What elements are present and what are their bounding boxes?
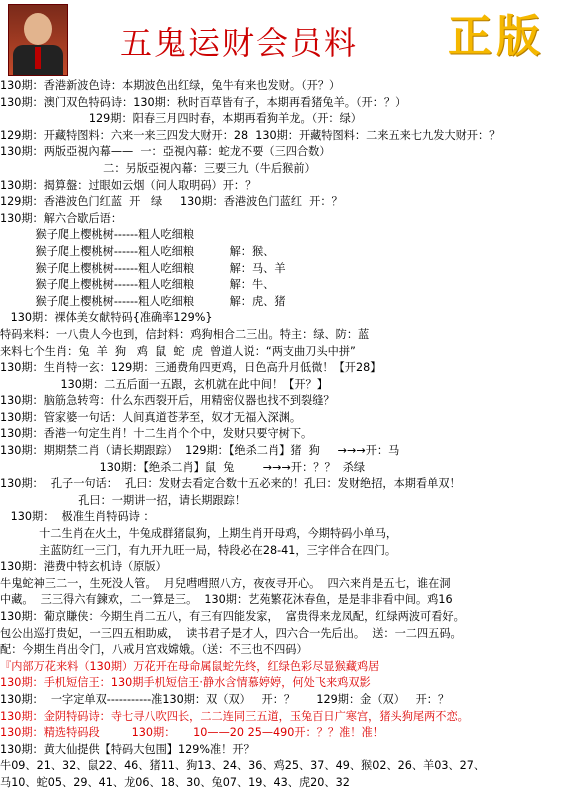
content-line: 130期：揭算盤：过眼如云烟（问人取明码）开：？: [0, 178, 257, 192]
content-line: 130期：二五后面一五跟，玄机就在此中间！【开？】: [0, 377, 328, 391]
content-line: 130期：香港新波色诗：本期波色出红绿，兔牛有来也发财。（开？）: [0, 79, 341, 92]
content-line: 130期： 孔子一句话： 孔曰：发财去看定合数十五必来的！孔曰：发财绝招，本期看单双！: [0, 477, 461, 491]
portrait-tie: [35, 47, 41, 69]
content-line: 130期：期期禁二肖（请长期跟踪） 129期：【绝杀二肖】猪 狗 →→→开：马: [0, 444, 400, 458]
content-line: 130期：手机短信王：130期手机短信王·静水含情慕婷婷，何处飞来鸡双影: [0, 676, 371, 690]
content-line: 牛09、21、32、鼠22、46、猪11、狗13、24、36、鸡25、37、49、猴02、26、羊03、27、: [0, 759, 486, 773]
genuine-stamp: 正版: [448, 11, 544, 62]
content-line: 猴子爬上樱桃树------粗人吃细粮 解：虎、猪: [0, 294, 286, 308]
content-line: 130期：管家婆一句话：人间真道苍茅至，奴才无福入深渊。: [0, 410, 302, 424]
page-title: 五鬼运财会员料: [120, 24, 359, 62]
content-line: 130期：葡京賺侠：今期生肖二五八，有三有四能发家， 富贵得来龙凤配，红绿两波可看好。: [0, 610, 465, 623]
header: [0, 0, 584, 76]
content-line: 猴子爬上樱桃树------粗人吃细粮 解：马、羊: [0, 261, 286, 275]
content-line: 130期：两版亞視內幕—— 一：亞視內幕：蛇龙不要（三四合数）: [0, 145, 331, 159]
content-line: 二：另版亞視內幕：三要三九（牛后猴前）: [0, 161, 316, 175]
content-lines: [0, 78, 584, 792]
content-line: 129期：开藏特图料：六来一来三四发大财开：28 130期：开藏特图料：二来五来七九发大财开：？: [0, 128, 501, 142]
content-line: 马10、蛇05、29、41、龙06、18、30、兔07、19、43、虎20、32: [0, 775, 350, 789]
content-line: 130期： 极准生肖特码诗 ：: [0, 510, 155, 524]
content-line: 130期：脑筋急转弯：什么东西裂开后，用精密仪器也找不到裂缝？: [0, 394, 335, 408]
content-line: 129期：香港波色门红蓝 开 绿 130期：香港波色门蓝红 开：？: [0, 195, 343, 209]
content-line: 包公出巡打贵妃，一三四五相助威， 读书君子是才人，四六合一先后出。 送：一二四五码。: [0, 626, 462, 640]
content-line: 130期：【绝杀二肖】鼠 兔 →→→开：？？ 杀绿: [0, 460, 366, 474]
content-line: 130期：生肖特一玄：129期：三通费角四更鸡，日色高升月低微！【开28】: [0, 361, 382, 375]
content-line: 牛鬼蛇神三二一，生死没人管。 月兒嘒嘒照八方，夜夜寻开心。 四六来肖是五七，谁在洞: [0, 576, 451, 590]
content-line: 130期： 一字定单双-----------准130期：双（双） 开：？ 129期：金（双） 开：？: [0, 692, 450, 706]
content-line: 十二生肖在火土，牛兔成群猪鼠狗，上期生肖开母鸡，今期特码小单马，: [0, 527, 398, 541]
content-line: 中藏。 三三得六有鍊欢，二一算是三。 130期：艺苑繁花沐春鱼，是是非非看中间。鸡16: [0, 593, 453, 607]
content-line: 特码来料：一八贵人今也到，信封料：鸡狗相合二三出。特主：绿、防：蓝: [0, 327, 370, 341]
content-line: 猴子爬上樱桃树------粗人吃细粮 解：牛、: [0, 278, 275, 292]
content-line: 来料七个生肖：兔 羊 狗 鸡 鼠 蛇 虎 曾道人说：“两支曲刀头中拼”: [0, 344, 356, 358]
content-line: 130期：港费中特玄机诗（原版）: [0, 560, 167, 574]
portrait-photo: [8, 4, 68, 76]
content-line: 130期：黄大仙提供【特码大包围】129%准！开？: [0, 742, 255, 756]
content-line: 配：今期生肖出令门，八戒月宫戏嫦娥。（送：不三也不四码）: [0, 643, 308, 657]
portrait-face: [24, 13, 52, 45]
content-line: 130期：香港一句定生肖！十二生肖个个中，发财只要守树下。: [0, 427, 313, 441]
content-line: 130期：澳门双色特码诗：130期：秋时百草皆有子，本期再看猪兔羊。（开：？）: [0, 95, 407, 109]
content-line: 猴子爬上樱桃树------粗人吃细粮: [0, 228, 195, 242]
content-line: 130期：精选特码段 130期： 10——20 25—490开：？？准！准！: [0, 726, 384, 740]
content-line: 130期：裸体美女献特码{准确率129%}: [0, 311, 213, 325]
content-line: 主蓝防红一三门，有九开九旺一局，特段必在28-41，三字伴合在四门。: [0, 543, 397, 557]
content-line: 孔曰：一期讲一招，请长期跟踪！: [0, 493, 247, 507]
content-line: 130期：解六合歇后语：: [0, 211, 123, 225]
content-line: 『内部万花来料（130期）万花开在母命属鼠蛇先终，红绿色彩尽显猴藏鸡居: [0, 659, 380, 673]
content-line: 猴子爬上樱桃树------粗人吃细粮 解：猴、: [0, 244, 275, 258]
content-line: 130期：金阴特码诗：寺七寻八吹四长，二二连同三五道，玉兔百日广寒宫，猪头狗尾两不恋。: [0, 709, 469, 723]
content-line: 129期：阳春三月四时春，本期再看狗羊龙。（开：绿）: [0, 112, 362, 126]
